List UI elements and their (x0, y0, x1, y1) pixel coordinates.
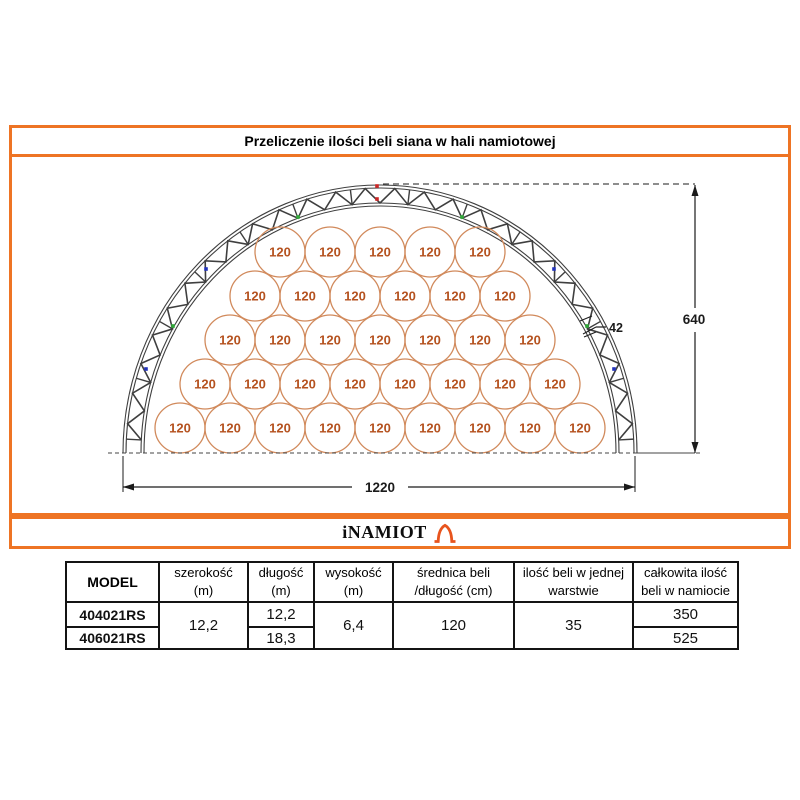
bale-diameter-label: 120 (494, 376, 516, 392)
col-header-ilosc-warstwa: ilość beli w jednej warstwie (514, 562, 633, 602)
cell-srednica: 120 (393, 602, 514, 649)
table-header-row (66, 562, 738, 602)
bale-diameter-label: 120 (544, 376, 566, 392)
bale-diameter-label: 120 (194, 376, 216, 392)
bale-diameter-label: 120 (319, 244, 341, 260)
bale-diameter-label: 120 (469, 332, 491, 348)
bale-diameter-label: 120 (294, 288, 316, 304)
dimension-height (383, 184, 705, 453)
height-dimension-label: 640 (682, 312, 706, 327)
bale-diameter-label: 120 (244, 288, 266, 304)
bale-diameter-label: 120 (419, 420, 441, 436)
hall-cross-section-diagram (12, 157, 782, 513)
dimension-width (123, 456, 635, 495)
bale-diameter-label: 120 (494, 288, 516, 304)
cell-model-2: 406021RS (66, 627, 159, 649)
cell-szerokosc: 12,2 (159, 602, 248, 649)
bale-diameter-label: 120 (369, 244, 391, 260)
bale-diameter-label: 120 (294, 376, 316, 392)
bale-diameter-label: 120 (169, 420, 191, 436)
col-header-srednica: średnica beli /długość (cm) (393, 562, 514, 602)
bale-diameter-label: 120 (419, 332, 441, 348)
bale-diameter-label: 120 (269, 332, 291, 348)
bale-diameter-label: 120 (369, 420, 391, 436)
bale-diameter-label: 120 (569, 420, 591, 436)
cell-ilosc-warstwa: 35 (514, 602, 633, 649)
bale-diameter-label: 120 (394, 376, 416, 392)
logo-bar (9, 516, 791, 549)
bale-diameter-label: 120 (244, 376, 266, 392)
cell-dlugosc-2: 18,3 (248, 627, 314, 649)
cell-model-1: 404021RS (66, 602, 159, 627)
col-header-dlugosc: długość (m) (248, 562, 314, 602)
col-header-szerokosc: szerokość (m) (159, 562, 248, 602)
bale-circles (155, 227, 605, 453)
bale-diameter-label: 120 (369, 332, 391, 348)
bale-diameter-label: 120 (319, 332, 341, 348)
bale-diameter-label: 120 (319, 420, 341, 436)
bale-diameter-label: 120 (344, 376, 366, 392)
table-row (66, 602, 738, 627)
cell-wysokosc: 6,4 (314, 602, 393, 649)
col-header-wysokosc: wysokość (m) (314, 562, 393, 602)
bale-diameter-label: 120 (269, 420, 291, 436)
drawing-frame (9, 125, 791, 516)
col-header-model: MODEL (66, 562, 159, 602)
cell-ilosc-total-2: 525 (633, 627, 738, 649)
bale-diameter-label: 120 (219, 332, 241, 348)
col-header-ilosc-total: całkowita ilość beli w namiocie (633, 562, 738, 602)
tent-arch-icon (432, 523, 458, 543)
bale-diameter-label: 120 (394, 288, 416, 304)
bale-diameter-label: 120 (269, 244, 291, 260)
bale-diameter-label: 120 (469, 244, 491, 260)
width-dimension-label: 1220 (364, 480, 396, 495)
bale-diameter-label: 120 (469, 420, 491, 436)
brand-logo-text: iNAMIOT (342, 522, 427, 542)
cell-ilosc-total-1: 350 (633, 602, 738, 627)
bale-diameter-label: 120 (344, 288, 366, 304)
cell-dlugosc-1: 12,2 (248, 602, 314, 627)
bale-diameter-label: 120 (419, 244, 441, 260)
bale-diameter-label: 120 (444, 376, 466, 392)
page-title: Przeliczenie ilości beli siana w hali namiotowej (12, 128, 788, 157)
bale-diameter-label: 120 (519, 420, 541, 436)
spec-table (65, 561, 739, 650)
bale-diameter-label: 120 (444, 288, 466, 304)
bale-diameter-label: 120 (219, 420, 241, 436)
bale-diameter-label: 120 (519, 332, 541, 348)
truss-depth-label: 42 (609, 321, 623, 335)
